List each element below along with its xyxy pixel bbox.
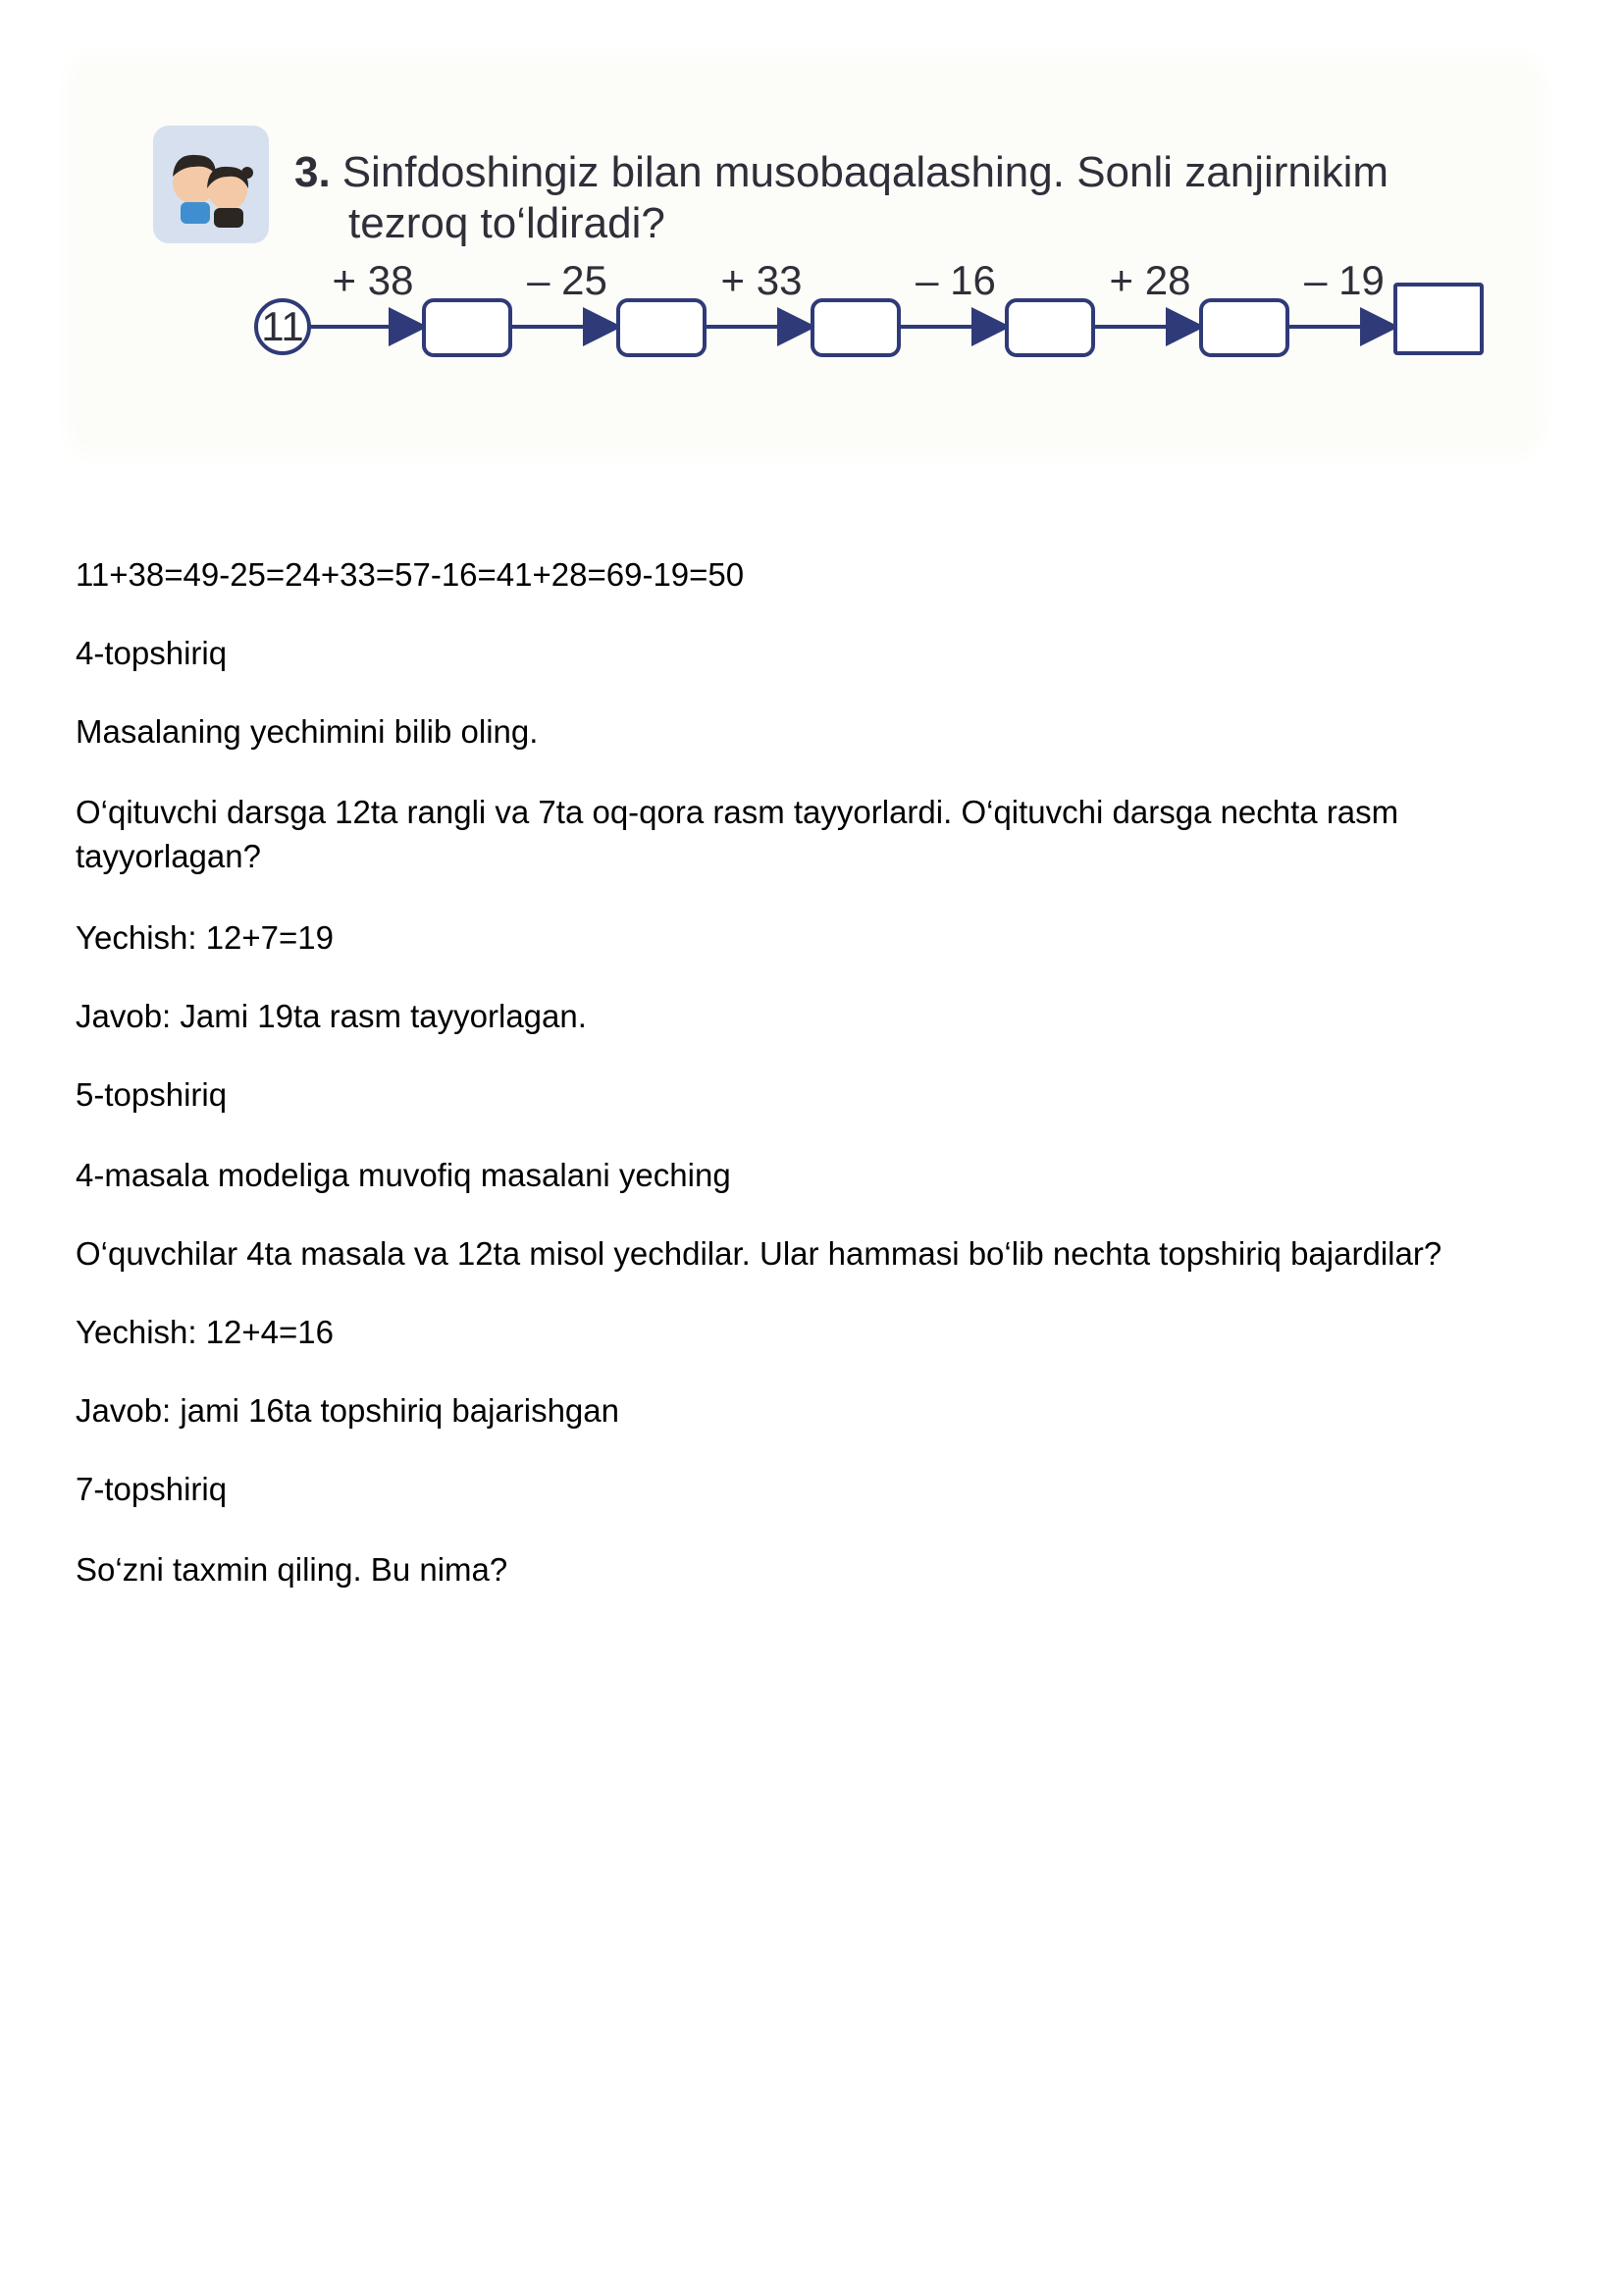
task-7-heading: 7-topshiriq [76, 1471, 228, 1507]
answer-box[interactable] [424, 300, 510, 355]
answer-box[interactable] [618, 300, 705, 355]
exercise-figure [79, 67, 1531, 444]
number-chain [79, 67, 1531, 444]
operation-label: + 33 [720, 257, 803, 303]
operation-label: – 16 [916, 257, 996, 303]
operation-label: – 25 [527, 257, 607, 303]
task-5-instruction: 4-masala modeliga muvofiq masalani yeching [76, 1157, 731, 1193]
task-4-instruction: Masalaning yechimini bilib oling. [76, 713, 539, 750]
task-7-instruction: So‘zni taxmin qiling. Bu nima? [76, 1551, 508, 1588]
exercise-title-line1: Sinfdoshingiz bilan musobaqalashing. Sonli zanjirnikim [341, 148, 1389, 196]
operation-label: + 28 [1109, 257, 1191, 303]
operation-label: + 38 [332, 257, 414, 303]
task-4-solution: Yechish: 12+7=19 [76, 919, 335, 956]
start-value: 11 [261, 303, 304, 349]
task-4-problem: O‘qituvchi darsga 12ta rangli va 7ta oq-qora rasm tayyorlardi. O‘qituvchi darsga nechta rasm tayyorlagan? [76, 794, 1399, 874]
task-4-heading: 4-topshiriq [76, 635, 228, 671]
final-answer-box[interactable] [1395, 285, 1482, 353]
answer-box[interactable] [1007, 300, 1093, 355]
task-5-heading: 5-topshiriq [76, 1076, 228, 1113]
chain-solution: 11+38=49-25=24+33=57-16=41+28=69-19=50 [76, 556, 745, 593]
exercise-number: 3. [294, 148, 331, 196]
answer-box[interactable] [812, 300, 899, 355]
exercise-title-line2: tezroq to‘ldiradi? [348, 199, 665, 247]
task-5-problem: O‘quvchilar 4ta masala va 12ta misol yechdilar. Ular hammasi bo‘lib nechta topshiriq bajardilar? [76, 1235, 1442, 1272]
answer-box[interactable] [1201, 300, 1287, 355]
task-5-answer: Javob: jami 16ta topshiriq bajarishgan [76, 1392, 619, 1429]
operation-label: – 19 [1304, 257, 1385, 303]
task-5-solution: Yechish: 12+4=16 [76, 1314, 335, 1350]
task-4-answer: Javob: Jami 19ta rasm tayyorlagan. [76, 998, 587, 1034]
